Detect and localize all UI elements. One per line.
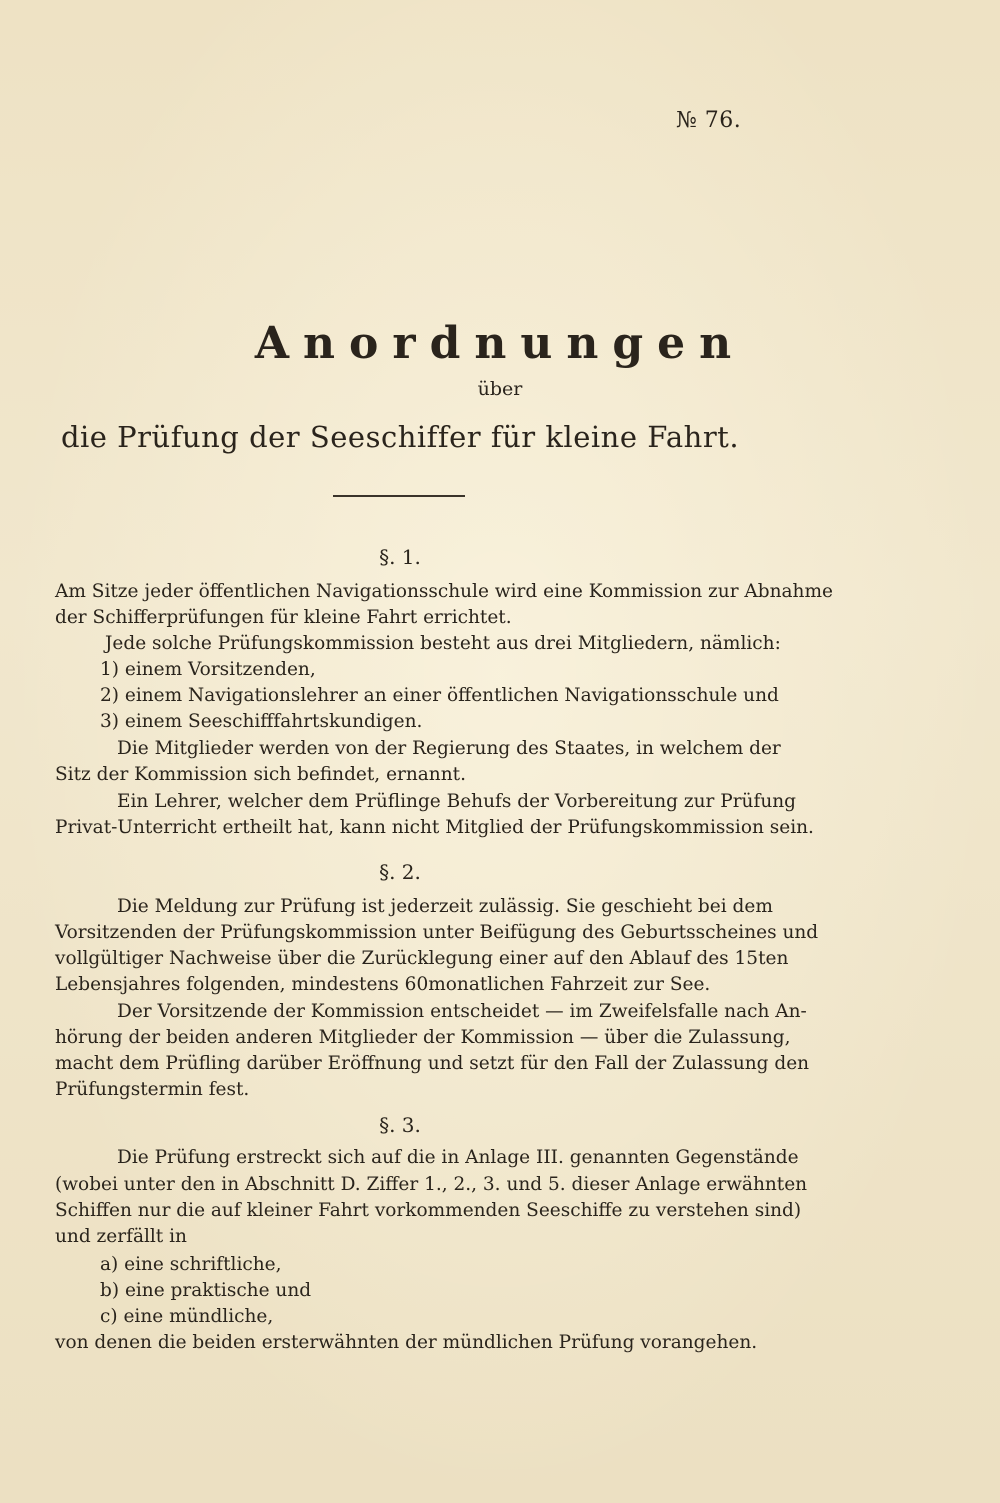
section-1-line-5: 2) einem Navigationslehrer an einer öffentlichen Navigationsschule und: [100, 685, 779, 706]
section-3-item-b: b) eine praktische und: [100, 1280, 312, 1301]
section-2-title: §. 2.: [379, 860, 421, 884]
section-3-item-a: a) eine schriftliche,: [100, 1254, 282, 1275]
section-2-line-3: vollgültiger Nachweise über die Zurücklegung einer auf den Ablauf des 15ten: [55, 948, 789, 969]
document-title: Anordnungen: [254, 318, 746, 369]
section-1-line-4: 1) einem Vorsitzenden,: [100, 659, 316, 680]
section-2-line-7: macht dem Prüfling darüber Eröffnung und setzt für den Fall der Zulassung den: [55, 1053, 810, 1074]
section-3-line-8: von denen die beiden ersterwähnten der mündlichen Prüfung vorangehen.: [55, 1332, 758, 1353]
section-1-title: §. 1.: [379, 545, 421, 569]
section-1-line-6: 3) einem Seeschifffahrtskundigen.: [100, 711, 423, 732]
section-1-line-2: der Schifferprüfungen für kleine Fahrt errichtet.: [55, 607, 512, 628]
document-heading: die Prüfung der Seeschiffer für kleine Fahrt.: [60, 420, 740, 454]
section-1-line-8: Sitz der Kommission sich befindet, ernannt.: [55, 764, 466, 785]
page-number: № 76.: [676, 108, 742, 133]
section-1-line-3: Jede solche Prüfungskommission besteht aus drei Mitgliedern, nämlich:: [105, 633, 781, 654]
section-2-line-6: hörung der beiden anderen Mitglieder der Kommission — über die Zulassung,: [55, 1027, 791, 1048]
section-1-line-7: Die Mitglieder werden von der Regierung des Staates, in welchem der: [117, 738, 781, 759]
section-3-line-4: und zerfällt in: [55, 1226, 187, 1247]
section-2-line-2: Vorsitzenden der Prüfungskommission unter Beifügung des Geburtsscheines und: [55, 922, 819, 943]
section-1-line-9: Ein Lehrer, welcher dem Prüflinge Behufs der Vorbereitung zur Prüfung: [117, 791, 796, 812]
section-2-line-4: Lebensjahres folgenden, mindestens 60monatlichen Fahrzeit zur See.: [55, 974, 711, 995]
section-2-line-8: Prüfungstermin fest.: [55, 1079, 250, 1100]
section-3-line-1: Die Prüfung erstreckt sich auf die in Anlage III. genannten Gegenstände: [117, 1147, 799, 1168]
section-3-item-c: c) eine mündliche,: [100, 1306, 274, 1327]
divider-rule: [333, 495, 465, 497]
section-3-title: §. 3.: [379, 1113, 421, 1137]
section-3-line-3: Schiffen nur die auf kleiner Fahrt vorkommenden Seeschiffe zu verstehen sind): [55, 1200, 802, 1221]
section-2-line-1: Die Meldung zur Prüfung ist jederzeit zulässig. Sie geschieht bei dem: [117, 896, 773, 917]
document-subtitle: über: [477, 378, 523, 400]
section-1-line-10: Privat-Unterricht ertheilt hat, kann nicht Mitglied der Prüfungskommission sein.: [55, 817, 814, 838]
section-1-line-1: Am Sitze jeder öffentlichen Navigationsschule wird eine Kommission zur Abnahme: [55, 581, 833, 602]
section-2-line-5: Der Vorsitzende der Kommission entscheidet — im Zweifelsfalle nach An-: [117, 1001, 807, 1022]
section-3-line-2: (wobei unter den in Abschnitt D. Ziffer 1., 2., 3. und 5. dieser Anlage erwähnten: [55, 1174, 808, 1195]
